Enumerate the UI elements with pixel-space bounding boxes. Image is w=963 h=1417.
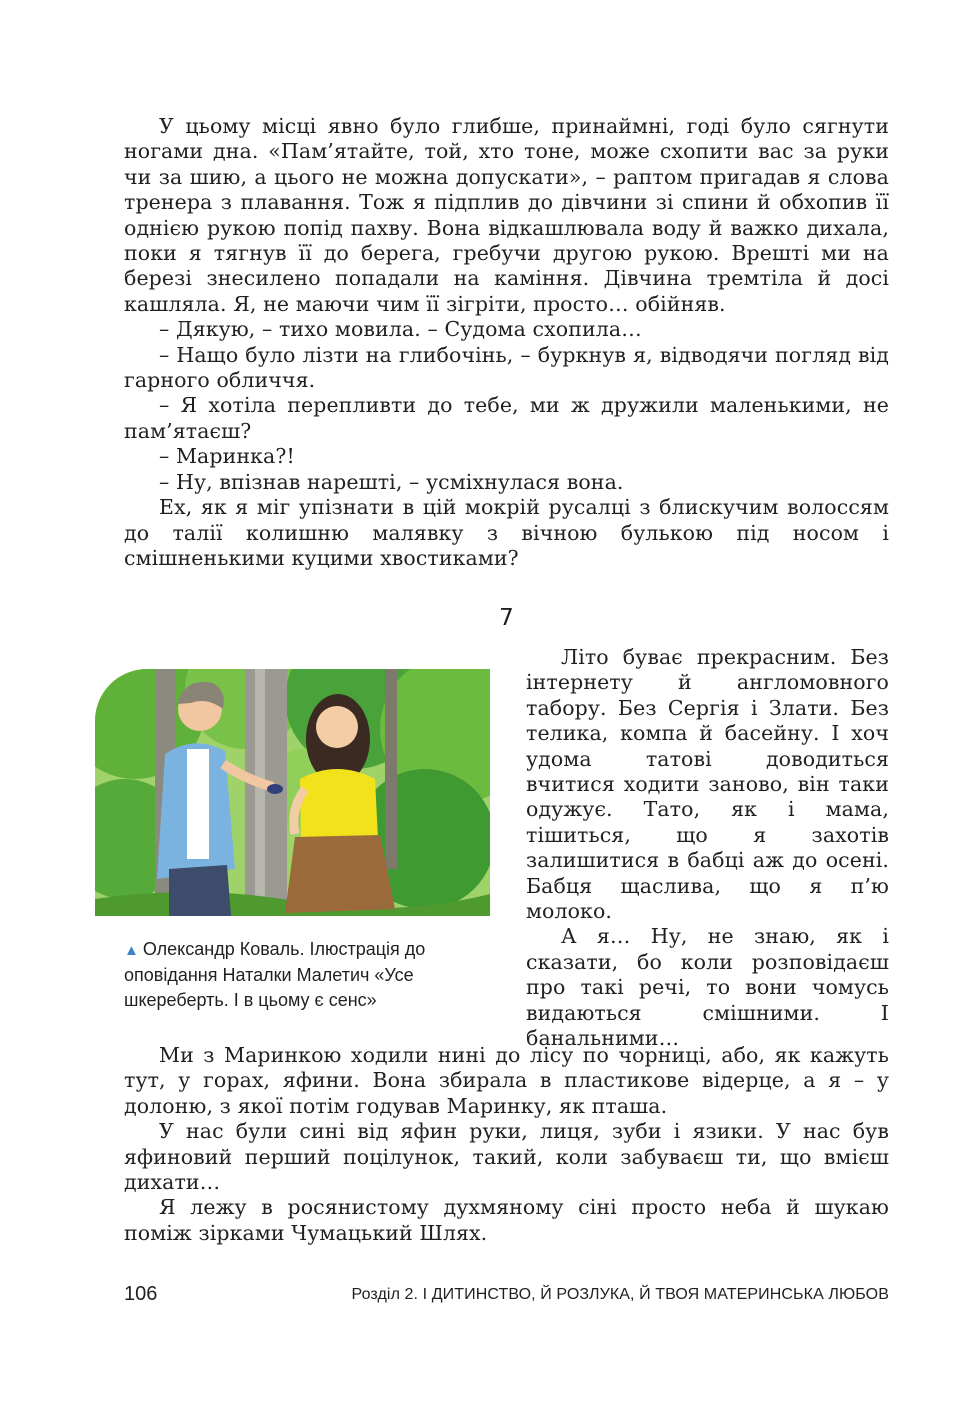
illustration (95, 669, 490, 916)
story-text-bottom (124, 1043, 889, 1246)
paragraph: – Ну, впізнав нарешті, – усміхнулася вона. (159, 469, 624, 494)
chapter-number: 7 (499, 605, 514, 631)
paragraph: А я… Ну, не знаю, як і сказати, бо коли розповідаєш про такі речі, то вони чомусь видаються смішними. І банальними… (526, 924, 889, 1051)
forest-couple-illustration (95, 669, 490, 916)
paragraph: У нас були сині від яфин руки, лиця, зуби і язики. У нас був яфиновий перший поцілунок, такий, коли забуваєш ти, що вмієш дихати… (124, 1119, 889, 1195)
story-text-top (124, 114, 889, 571)
paragraph: У цьому місці явно було глибше, принаймні, годі було сягнути ногами дна. «Пам’ятайте, той, хто тоне, може схопити вас за руки чи за шию, а цього не можна допускати», – раптом пригадав я слова тренера з плавання. Тож я підплив до дівчини зі спини й обхопив її однією рукою попід пахву. Вона відкашлювала воду й важко дихала, поки я тягнув її до берега, гребучи другою рукою. Врешті ми на березі знесилено попадали на каміння. Дівчина тремтіла й досі кашляла. Я, не маючи чим її зігріти, просто… обійняв. (124, 114, 889, 316)
paragraph: – Я хотіла перепливти до тебе, ми ж дружили маленькими, не пам’ятаєш? (124, 393, 889, 443)
story-text-side (526, 645, 889, 1052)
illustration-caption (124, 937, 494, 1013)
paragraph: Я лежу в росянистому духмяному сіні просто неба й шукаю поміж зірками Чумацький Шлях. (124, 1195, 889, 1245)
caption-text: Олександр Коваль. Ілюстрація до оповідання Наталки Малетич «Усе шкереберть. І в цьому є сенс» (124, 939, 426, 1010)
paragraph: Ех, як я міг упізнати в цій мокрій русалці з блискучим волоссям до талії колишню малявку з вічною булькою під носом і смішненькими куцими хвостиками? (124, 495, 889, 570)
paragraph: – Дякую, – тихо мовила. – Судома схопила… (159, 317, 642, 342)
paragraph: Ми з Маринкою ходили нині до лісу по чорниці, або, як кажуть тут, у горах, яфини. Вона збирала в пластикове відерце, а я – у долоню, з якої потім годував Маринку, як пташа. (124, 1043, 889, 1118)
triangle-marker-icon: ▲ (124, 942, 139, 959)
page-number: 106 (124, 1283, 158, 1305)
paragraph: – Нащо було лізти на глибочінь, – буркнув я, відводячи погляд від гарного обличчя. (124, 342, 889, 393)
running-head: Розділ 2. І ДИТИНСТВО, Й РОЗЛУКА, Й ТВОЯ МАТЕРИНСЬКА ЛЮБОВ (351, 1286, 889, 1303)
paragraph: – Маринка?! (159, 444, 295, 469)
paragraph: Літо буває прекрасним. Без інтернету й англомовного табору. Без Сергія і Злати. Без телика, компа й басейну. І хоч удома татові доводиться вчитися ходити заново, він таки одужує. Тато, як і мама, тішиться, що я захотів залишитися в бабці аж до осені. Бабця щаслива, що я п’ю молоко. (526, 645, 889, 924)
